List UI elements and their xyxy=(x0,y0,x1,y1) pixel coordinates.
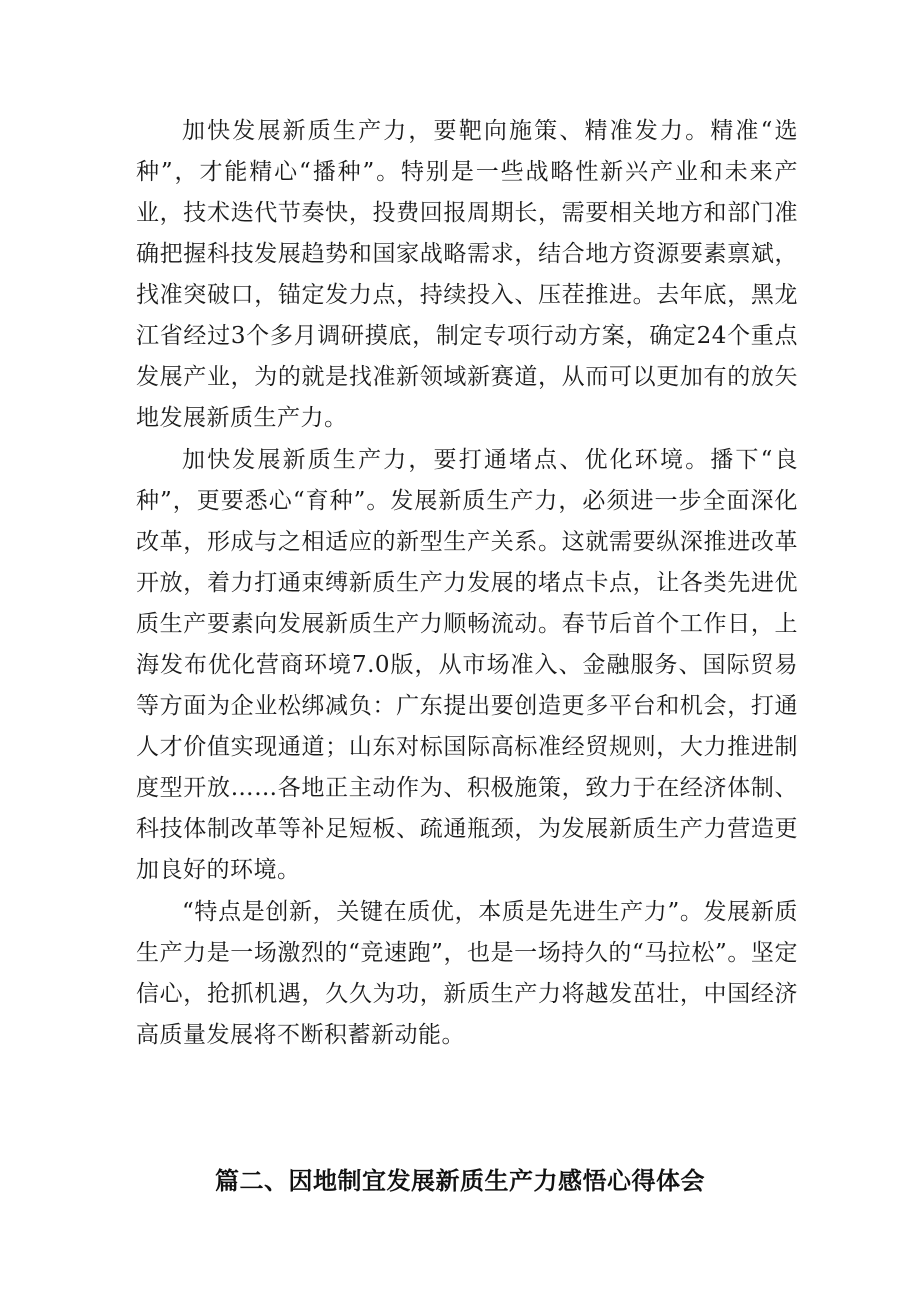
paragraph-1: 加快发展新质生产力，要靶向施策、精准发力。精准“选种”，才能精心“播种”。特别是一些战略性新兴产业和未来产业，技术迭代节奏快，投费回报周期长，需要相关地方和部门准确把握科技发展趋势和国家战略需求，结合地方资源要素禀斌，找准突破口，锚定发力点，持续投入、压茬推进。去年底，黑龙江省经过3个多月调研摸底，制定专项行动方案，确定24个重点发展产业，为的就是找准新领域新赛道，从而可以更加有的放矢地发展新质生产力。 xyxy=(136,118,798,431)
section-heading: 篇二、因地制宜发展新质生产力感悟心得体会 xyxy=(215,1167,705,1195)
document-body xyxy=(136,111,798,1057)
paragraph-2: 加快发展新质生产力，要打通堵点、优化环境。播下“良种”，更要悉心“育种”。发展新质生产力，必须进一步全面深化改革，形成与之相适应的新型生产关系。这就需要纵深推进改革开放，着力打通束缚新质生产力发展的堵点卡点，让各类先进优质生产要素向发展新质生产力顺畅流动。春节后首个工作日，上海发布优化营商环境7.0版，从市场准入、金融服务、国际贸易等方面为企业松绑减负：广东提出要创造更多平台和机会，打通人才价值实现通道；山东对标国际高标准经贸规则，大力推进制度型开放……各地正主动作为、积极施策，致力于在经济体制、科技体制改革等补足短板、疏通瓶颈，为发展新质生产力营造更加良好的环境。 xyxy=(136,447,798,883)
paragraph-3: “特点是创新，关键在质优，本质是先进生产力”。发展新质生产力是一场激烈的“竞速跑”，也是一场持久的“马拉松”。坚定信心，抢抓机遇，久久为功，新质生产力将越发茁壮，中国经济高质量发展将不断积蓄新动能。 xyxy=(136,899,798,1048)
